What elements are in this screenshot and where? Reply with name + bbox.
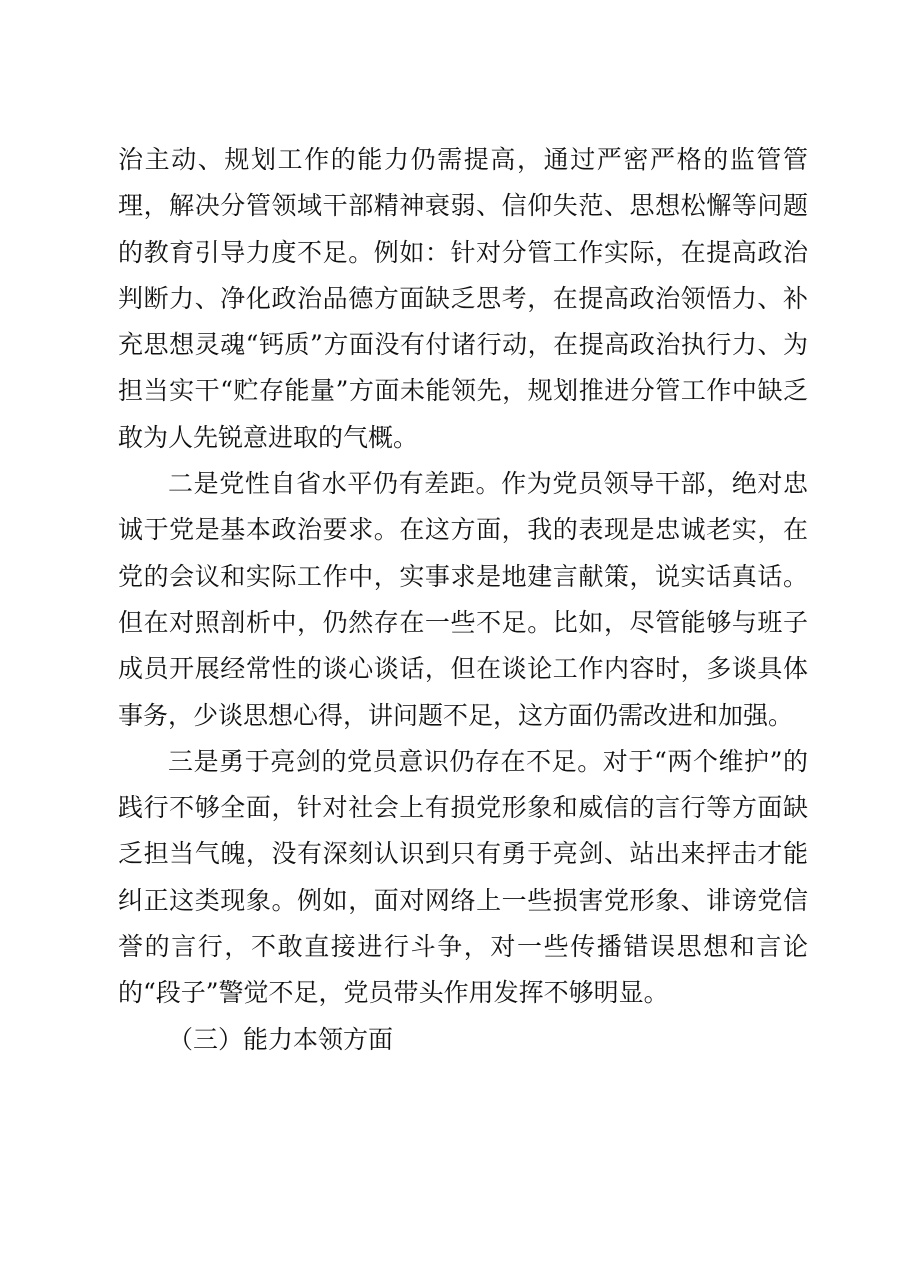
paragraph-party-spirit: 二是党性自省水平仍有差距。作为党员领导干部，绝对忠诚于党是基本政治要求。在这方面，我的表现是忠诚老实，在党的会议和实际工作中，实事求是地建言献策，说实话真话。但在对照剖析中，仍然存在一些不足。比如，尽管能够与班子成员开展经常性的谈心谈话，但在谈论工作内容时，多谈具体事务，少谈思想心得，讲问题不足，这方面仍需改进和加强。	[118, 469, 808, 730]
paragraph-continued: 治主动、规划工作的能力仍需提高，通过严密严格的监管管理，解决分管领域干部精神衰弱、信仰失范、思想松懈等问题的教育引导力度不足。例如：针对分管工作实际，在提高政治判断力、净化政治品德方面缺乏思考，在提高政治领悟力、补充思想灵魂“钙质”方面没有付诸行动，在提高政治执行力、为担当实干“贮存能量”方面未能领先，规划推进分管工作中缺乏敢为人先锐意进取的气概。	[118, 145, 808, 452]
paragraph-party-awareness: 三是勇于亮剑的党员意识仍存在不足。对于“两个维护”的践行不够全面，针对社会上有损党形象和威信的言行等方面缺乏担当气魄，没有深刻认识到只有勇于亮剑、站出来抨击才能纠正这类现象。例如，面对网络上一些损害党形象、诽谤党信誉的言行，不敢直接进行斗争，对一些传播错误思想和言论的“段子”警觉不足，党员带头作用发挥不够明显。	[118, 746, 808, 1008]
document-body	[118, 137, 808, 1063]
section-heading: （三）能力本领方面	[168, 1024, 394, 1054]
